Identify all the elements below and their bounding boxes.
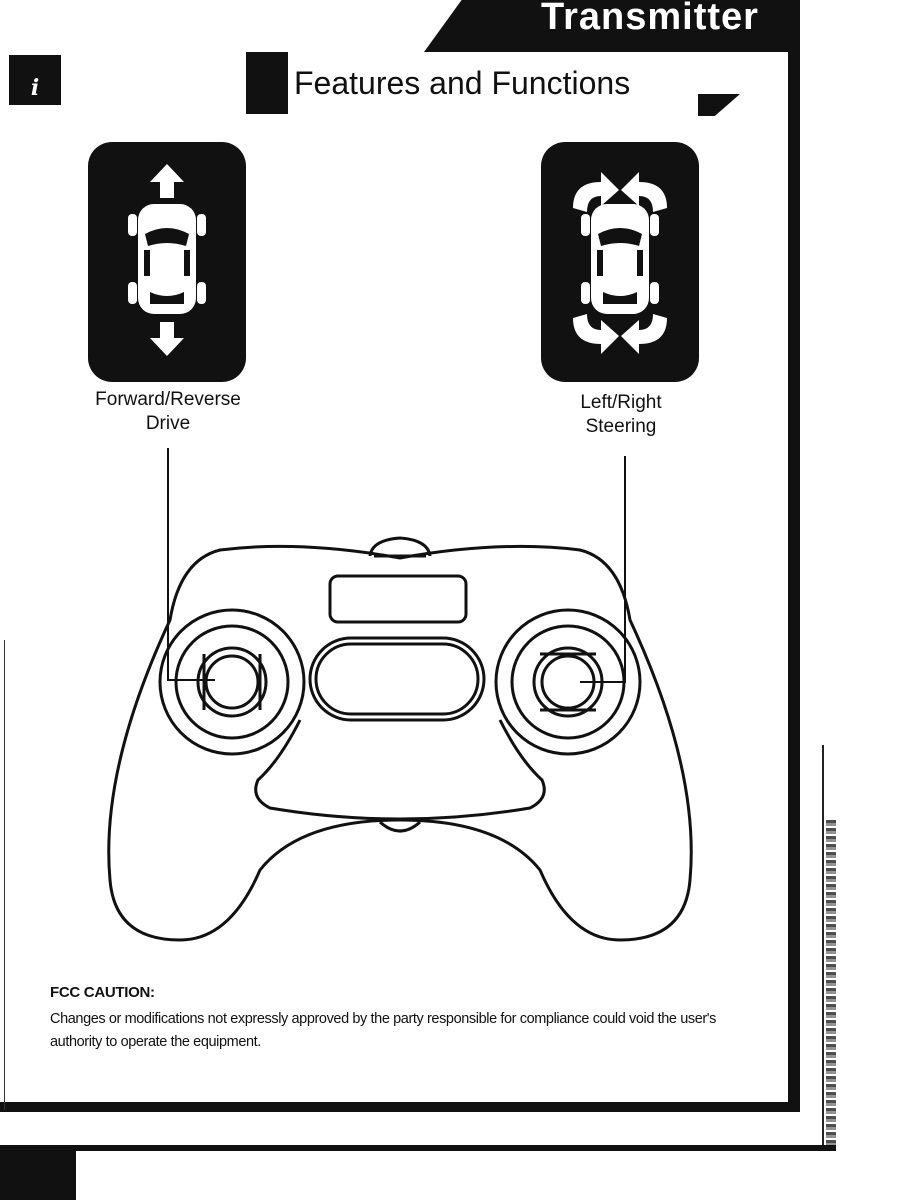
page-left-edge	[4, 640, 5, 1110]
page-corner-block	[0, 1151, 76, 1200]
page-bottom-bar	[0, 1145, 836, 1151]
steering-label: Steering	[585, 416, 657, 437]
left-right-caption	[511, 391, 731, 439]
heading-bar	[246, 52, 288, 114]
transmitter-controller	[100, 530, 700, 950]
page-title: Features and Functions	[294, 64, 631, 101]
scan-edge-noise	[826, 820, 836, 1150]
section-tab-title: Transmitter	[541, 0, 759, 38]
info-icon: i	[9, 55, 61, 105]
fcc-caution-title: FCC CAUTION:	[50, 984, 155, 1001]
left-right-steering-icon	[541, 142, 699, 382]
scan-edge-line	[822, 745, 824, 1145]
forward-reverse-caption	[58, 388, 278, 436]
forward-reverse-label: Forward/Reverse	[95, 389, 241, 410]
fcc-caution-text: Changes or modifications not expressly approved by the party responsible for compliance could void the user's authority to operate the equipment.	[50, 1011, 717, 1050]
forward-reverse-icon	[88, 142, 246, 382]
left-right-label: Left/Right	[580, 392, 662, 413]
drive-label: Drive	[145, 413, 191, 434]
section-heading	[246, 52, 630, 114]
